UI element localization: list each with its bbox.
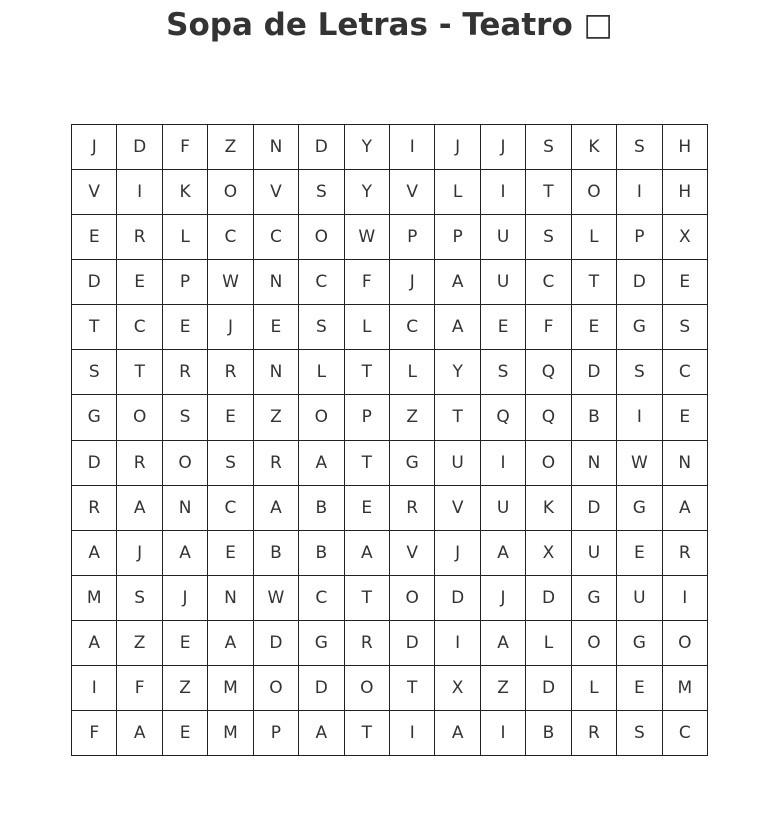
grid-cell[interactable]: O: [299, 215, 344, 260]
grid-cell[interactable]: D: [117, 125, 162, 170]
grid-cell[interactable]: M: [208, 711, 253, 756]
grid-cell[interactable]: L: [299, 350, 344, 395]
grid-cell[interactable]: S: [617, 125, 662, 170]
grid-cell[interactable]: R: [163, 350, 208, 395]
grid-cell[interactable]: I: [481, 441, 526, 486]
grid-cell[interactable]: S: [663, 305, 708, 350]
grid-cell[interactable]: E: [617, 531, 662, 576]
grid-cell[interactable]: L: [390, 350, 435, 395]
grid-cell[interactable]: B: [526, 711, 571, 756]
grid-cell[interactable]: C: [299, 576, 344, 621]
grid-cell[interactable]: I: [481, 711, 526, 756]
grid-cell[interactable]: F: [72, 711, 117, 756]
grid-cell[interactable]: D: [299, 125, 344, 170]
grid-cell[interactable]: Z: [390, 395, 435, 440]
grid-cell[interactable]: A: [208, 621, 253, 666]
grid-cell[interactable]: I: [617, 395, 662, 440]
grid-cell[interactable]: J: [117, 531, 162, 576]
word-search-grid: [71, 124, 708, 756]
grid-cell[interactable]: A: [72, 621, 117, 666]
grid-cell[interactable]: E: [117, 260, 162, 305]
grid-cell[interactable]: O: [345, 666, 390, 711]
grid-cell[interactable]: V: [435, 486, 480, 531]
grid-cell[interactable]: S: [617, 711, 662, 756]
grid-cell[interactable]: B: [572, 395, 617, 440]
grid-cell[interactable]: L: [572, 666, 617, 711]
grid-cell[interactable]: S: [481, 350, 526, 395]
grid-cell[interactable]: M: [72, 576, 117, 621]
grid-cell[interactable]: N: [254, 260, 299, 305]
grid-cell[interactable]: A: [663, 486, 708, 531]
grid-cell[interactable]: C: [117, 305, 162, 350]
grid-cell[interactable]: F: [345, 260, 390, 305]
grid-cell[interactable]: E: [572, 305, 617, 350]
grid-cell[interactable]: P: [254, 711, 299, 756]
grid-cell[interactable]: A: [299, 441, 344, 486]
grid-cell[interactable]: E: [663, 260, 708, 305]
grid-cell[interactable]: Y: [345, 125, 390, 170]
grid-cell[interactable]: J: [481, 576, 526, 621]
grid-cell[interactable]: C: [254, 215, 299, 260]
grid-cell[interactable]: M: [208, 666, 253, 711]
grid-cell[interactable]: P: [617, 215, 662, 260]
grid-cell[interactable]: W: [617, 441, 662, 486]
grid-cell[interactable]: A: [481, 531, 526, 576]
grid-cell[interactable]: H: [663, 170, 708, 215]
grid-cell[interactable]: J: [72, 125, 117, 170]
grid-cell[interactable]: S: [299, 170, 344, 215]
grid-cell[interactable]: O: [254, 666, 299, 711]
grid-cell[interactable]: L: [435, 170, 480, 215]
grid-cell[interactable]: C: [299, 260, 344, 305]
grid-cell[interactable]: K: [163, 170, 208, 215]
grid-cell[interactable]: K: [572, 125, 617, 170]
grid-cell[interactable]: I: [435, 621, 480, 666]
grid-cell[interactable]: S: [72, 350, 117, 395]
grid-cell[interactable]: O: [117, 395, 162, 440]
grid-cell[interactable]: A: [435, 711, 480, 756]
grid-cell[interactable]: D: [526, 576, 571, 621]
grid-cell[interactable]: D: [617, 260, 662, 305]
grid-cell[interactable]: U: [617, 576, 662, 621]
grid-cell[interactable]: J: [435, 125, 480, 170]
grid-cell[interactable]: N: [208, 576, 253, 621]
grid-cell[interactable]: E: [163, 621, 208, 666]
grid-cell[interactable]: C: [663, 350, 708, 395]
grid-cell[interactable]: E: [254, 305, 299, 350]
grid-cell[interactable]: D: [526, 666, 571, 711]
grid-cell[interactable]: D: [72, 260, 117, 305]
grid-cell[interactable]: E: [663, 395, 708, 440]
grid-cell[interactable]: Z: [117, 621, 162, 666]
grid-cell[interactable]: L: [572, 215, 617, 260]
grid-cell[interactable]: K: [526, 486, 571, 531]
grid-cell[interactable]: I: [390, 125, 435, 170]
grid-cell[interactable]: O: [390, 576, 435, 621]
grid-cell[interactable]: V: [72, 170, 117, 215]
grid-cell[interactable]: E: [208, 531, 253, 576]
grid-cell[interactable]: N: [572, 441, 617, 486]
grid-cell[interactable]: T: [572, 260, 617, 305]
grid-cell[interactable]: U: [572, 531, 617, 576]
grid-cell[interactable]: L: [345, 305, 390, 350]
grid-cell[interactable]: D: [435, 576, 480, 621]
grid-cell[interactable]: D: [390, 621, 435, 666]
grid-cell[interactable]: I: [117, 170, 162, 215]
grid-cell[interactable]: R: [208, 350, 253, 395]
grid-cell[interactable]: I: [72, 666, 117, 711]
grid-cell[interactable]: S: [526, 215, 571, 260]
grid-cell[interactable]: F: [526, 305, 571, 350]
grid-cell[interactable]: S: [526, 125, 571, 170]
grid-cell[interactable]: U: [481, 486, 526, 531]
grid-cell[interactable]: G: [617, 305, 662, 350]
grid-cell[interactable]: W: [254, 576, 299, 621]
grid-cell[interactable]: Q: [481, 395, 526, 440]
grid-cell[interactable]: O: [572, 621, 617, 666]
grid-cell[interactable]: V: [390, 531, 435, 576]
grid-cell[interactable]: S: [117, 576, 162, 621]
grid-cell[interactable]: G: [299, 621, 344, 666]
grid-cell[interactable]: J: [481, 125, 526, 170]
grid-cell[interactable]: T: [72, 305, 117, 350]
grid-cell[interactable]: E: [163, 305, 208, 350]
grid-cell[interactable]: W: [208, 260, 253, 305]
grid-cell[interactable]: N: [254, 350, 299, 395]
grid-cell[interactable]: N: [254, 125, 299, 170]
grid-cell[interactable]: U: [481, 215, 526, 260]
grid-cell[interactable]: V: [390, 170, 435, 215]
grid-cell[interactable]: R: [117, 441, 162, 486]
grid-cell[interactable]: R: [72, 486, 117, 531]
grid-cell[interactable]: I: [617, 170, 662, 215]
grid-cell[interactable]: D: [572, 486, 617, 531]
grid-cell[interactable]: F: [163, 125, 208, 170]
grid-cell[interactable]: T: [435, 395, 480, 440]
grid-cell[interactable]: U: [481, 260, 526, 305]
grid-cell[interactable]: G: [617, 621, 662, 666]
grid-cell[interactable]: T: [345, 441, 390, 486]
grid-cell[interactable]: G: [390, 441, 435, 486]
grid-cell[interactable]: B: [299, 486, 344, 531]
grid-cell[interactable]: A: [435, 305, 480, 350]
grid-cell[interactable]: S: [208, 441, 253, 486]
grid-cell[interactable]: X: [526, 531, 571, 576]
grid-cell[interactable]: J: [163, 576, 208, 621]
grid-cell[interactable]: E: [481, 305, 526, 350]
grid-cell[interactable]: J: [390, 260, 435, 305]
grid-cell[interactable]: P: [435, 215, 480, 260]
grid-cell[interactable]: C: [390, 305, 435, 350]
grid-cell[interactable]: U: [435, 441, 480, 486]
grid-cell[interactable]: I: [390, 711, 435, 756]
grid-cell[interactable]: Q: [526, 395, 571, 440]
grid-cell[interactable]: A: [435, 260, 480, 305]
grid-cell[interactable]: A: [254, 486, 299, 531]
grid-cell[interactable]: Q: [526, 350, 571, 395]
grid-cell[interactable]: N: [663, 441, 708, 486]
grid-cell[interactable]: D: [72, 441, 117, 486]
grid-cell[interactable]: A: [299, 711, 344, 756]
grid-cell[interactable]: A: [117, 711, 162, 756]
grid-cell[interactable]: J: [208, 305, 253, 350]
grid-cell[interactable]: R: [663, 531, 708, 576]
grid-cell[interactable]: T: [117, 350, 162, 395]
grid-cell[interactable]: A: [345, 531, 390, 576]
grid-cell[interactable]: O: [526, 441, 571, 486]
grid-cell[interactable]: I: [481, 170, 526, 215]
grid-cell[interactable]: A: [72, 531, 117, 576]
grid-cell[interactable]: P: [345, 395, 390, 440]
grid-cell[interactable]: O: [299, 395, 344, 440]
grid-cell[interactable]: T: [345, 576, 390, 621]
grid-cell[interactable]: V: [254, 170, 299, 215]
grid-cell[interactable]: L: [163, 215, 208, 260]
grid-cell[interactable]: E: [163, 711, 208, 756]
grid-cell[interactable]: G: [72, 395, 117, 440]
grid-cell[interactable]: Z: [163, 666, 208, 711]
grid-cell[interactable]: B: [254, 531, 299, 576]
grid-cell[interactable]: E: [345, 486, 390, 531]
grid-cell[interactable]: M: [663, 666, 708, 711]
grid-cell[interactable]: E: [617, 666, 662, 711]
grid-cell[interactable]: O: [208, 170, 253, 215]
grid-cell[interactable]: H: [663, 125, 708, 170]
grid-cell[interactable]: Z: [254, 395, 299, 440]
grid-cell[interactable]: T: [345, 711, 390, 756]
grid-cell[interactable]: D: [254, 621, 299, 666]
grid-cell[interactable]: T: [390, 666, 435, 711]
grid-cell[interactable]: Z: [208, 125, 253, 170]
grid-cell[interactable]: T: [526, 170, 571, 215]
grid-cell[interactable]: D: [572, 350, 617, 395]
grid-cell[interactable]: X: [663, 215, 708, 260]
grid-cell[interactable]: G: [617, 486, 662, 531]
grid-cell[interactable]: E: [72, 215, 117, 260]
grid-cell[interactable]: G: [572, 576, 617, 621]
grid-cell[interactable]: B: [299, 531, 344, 576]
grid-cell[interactable]: I: [663, 576, 708, 621]
grid-cell[interactable]: S: [163, 395, 208, 440]
grid-cell[interactable]: J: [435, 531, 480, 576]
grid-cell[interactable]: C: [663, 711, 708, 756]
grid-cell[interactable]: W: [345, 215, 390, 260]
grid-cell[interactable]: Y: [435, 350, 480, 395]
grid-cell[interactable]: E: [208, 395, 253, 440]
grid-cell[interactable]: R: [572, 711, 617, 756]
grid-cell[interactable]: C: [208, 215, 253, 260]
grid-cell[interactable]: F: [117, 666, 162, 711]
grid-cell[interactable]: D: [299, 666, 344, 711]
grid-cell[interactable]: C: [208, 486, 253, 531]
grid-cell[interactable]: O: [572, 170, 617, 215]
grid-cell[interactable]: N: [163, 486, 208, 531]
grid-cell[interactable]: X: [435, 666, 480, 711]
grid-cell[interactable]: P: [163, 260, 208, 305]
grid-cell[interactable]: R: [345, 621, 390, 666]
grid-cell[interactable]: C: [526, 260, 571, 305]
grid-cell[interactable]: P: [390, 215, 435, 260]
grid-cell[interactable]: S: [617, 350, 662, 395]
page-title: Sopa de Letras - Teatro □: [166, 7, 613, 43]
grid-cell[interactable]: T: [345, 350, 390, 395]
grid-cell[interactable]: R: [254, 441, 299, 486]
grid-cell[interactable]: A: [163, 531, 208, 576]
grid-cell[interactable]: R: [117, 215, 162, 260]
grid-cell[interactable]: A: [117, 486, 162, 531]
grid-cell[interactable]: O: [663, 621, 708, 666]
grid-cell[interactable]: A: [481, 621, 526, 666]
grid-cell[interactable]: Z: [481, 666, 526, 711]
grid-cell[interactable]: R: [390, 486, 435, 531]
grid-cell[interactable]: O: [163, 441, 208, 486]
grid-cell[interactable]: S: [299, 305, 344, 350]
grid-cell[interactable]: Y: [345, 170, 390, 215]
grid-cell[interactable]: L: [526, 621, 571, 666]
